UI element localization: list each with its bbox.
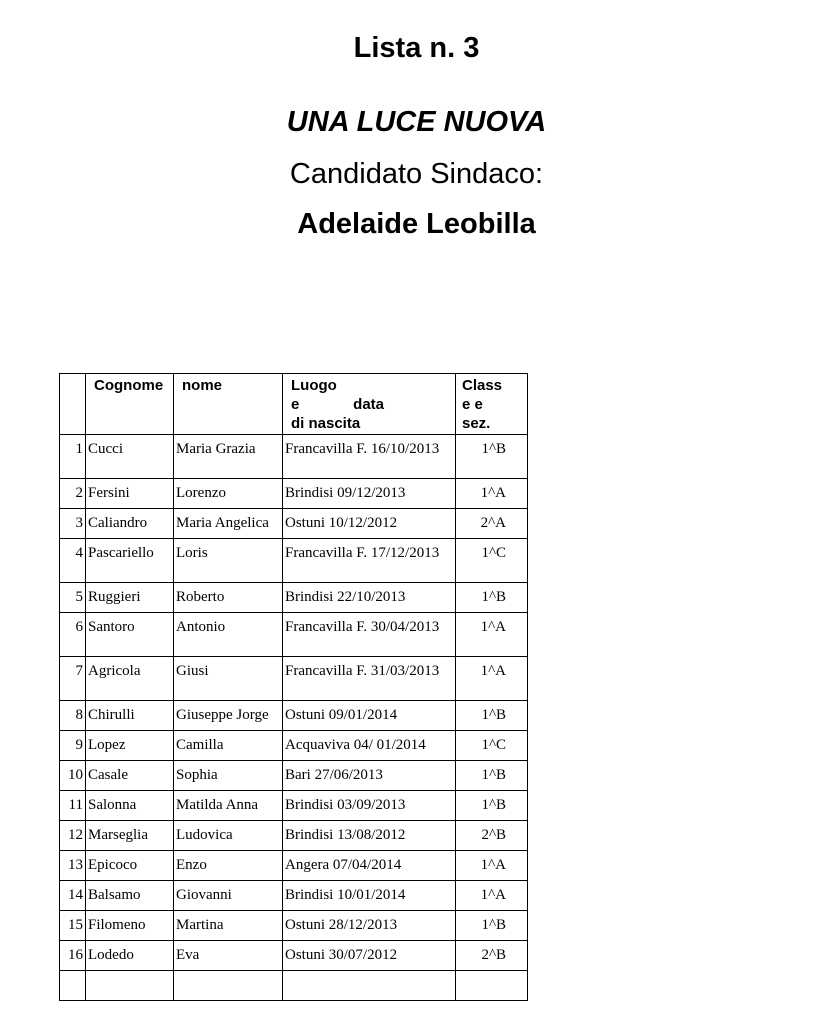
list-title: Lista n. 3 <box>353 32 480 64</box>
row-nome: Maria Angelica <box>174 509 283 539</box>
row-cognome: Filomeno <box>86 911 174 941</box>
table-row <box>60 791 528 821</box>
empty-cell <box>283 971 456 1001</box>
row-cognome: Pascariello <box>86 539 174 583</box>
list-name: UNA LUCE NUOVA <box>286 106 547 138</box>
row-classe: 1^A <box>456 479 528 509</box>
row-nome: Loris <box>174 539 283 583</box>
row-classe: 1^B <box>456 701 528 731</box>
candidate-label: Candidato Sindaco: <box>289 158 544 190</box>
row-nome: Giuseppe Jorge <box>174 701 283 731</box>
row-luogo: Francavilla F. 30/04/2013 <box>283 613 456 657</box>
header-classe-line1: Class <box>462 377 503 394</box>
row-classe: 1^A <box>456 613 528 657</box>
row-luogo: Bari 27/06/2013 <box>283 761 456 791</box>
row-nome: Giusi <box>174 657 283 701</box>
row-nome: Sophia <box>174 761 283 791</box>
row-cognome: Marseglia <box>86 821 174 851</box>
row-classe: 1^B <box>456 583 528 613</box>
table-row <box>60 851 528 881</box>
empty-cell <box>86 971 174 1001</box>
row-number: 11 <box>60 791 86 821</box>
row-cognome: Fersini <box>86 479 174 509</box>
table-row <box>60 701 528 731</box>
row-nome: Maria Grazia <box>174 435 283 479</box>
row-number: 2 <box>60 479 86 509</box>
table-row-empty <box>60 971 528 1001</box>
row-cognome: Cucci <box>86 435 174 479</box>
row-number: 6 <box>60 613 86 657</box>
row-nome: Lorenzo <box>174 479 283 509</box>
table-row <box>60 509 528 539</box>
header-nome: nome <box>174 374 283 435</box>
header-classe <box>456 374 528 435</box>
row-luogo: Ostuni 10/12/2012 <box>283 509 456 539</box>
row-cognome: Lopez <box>86 731 174 761</box>
table-row <box>60 911 528 941</box>
row-cognome: Agricola <box>86 657 174 701</box>
row-nome: Giovanni <box>174 881 283 911</box>
empty-cell <box>60 971 86 1001</box>
row-number: 13 <box>60 851 86 881</box>
row-number: 9 <box>60 731 86 761</box>
row-classe: 2^B <box>456 821 528 851</box>
header-luogo-e: e <box>291 396 300 413</box>
header-classe-line2: e e <box>462 396 483 413</box>
row-cognome: Caliandro <box>86 509 174 539</box>
row-classe: 1^C <box>456 731 528 761</box>
row-nome: Matilda Anna <box>174 791 283 821</box>
row-classe: 1^A <box>456 881 528 911</box>
header-cognome: Cognome <box>86 374 174 435</box>
row-number: 4 <box>60 539 86 583</box>
row-cognome: Casale <box>86 761 174 791</box>
row-number: 16 <box>60 941 86 971</box>
row-classe: 1^C <box>456 539 528 583</box>
row-classe: 2^B <box>456 941 528 971</box>
header-index <box>60 374 86 435</box>
row-luogo: Ostuni 28/12/2013 <box>283 911 456 941</box>
table-row <box>60 613 528 657</box>
row-cognome: Balsamo <box>86 881 174 911</box>
row-number: 3 <box>60 509 86 539</box>
row-nome: Eva <box>174 941 283 971</box>
row-classe: 1^B <box>456 911 528 941</box>
row-luogo: Francavilla F. 31/03/2013 <box>283 657 456 701</box>
header-classe-line3: sez. <box>462 415 491 432</box>
row-nome: Ludovica <box>174 821 283 851</box>
row-luogo: Acquaviva 04/ 01/2014 <box>283 731 456 761</box>
header-luogo-line1: Luogo <box>291 377 337 394</box>
header-luogo-data: data <box>353 396 384 413</box>
row-number: 7 <box>60 657 86 701</box>
row-cognome: Epicoco <box>86 851 174 881</box>
table-row <box>60 821 528 851</box>
row-luogo: Brindisi 22/10/2013 <box>283 583 456 613</box>
row-number: 8 <box>60 701 86 731</box>
row-nome: Martina <box>174 911 283 941</box>
row-classe: 1^B <box>456 761 528 791</box>
row-nome: Antonio <box>174 613 283 657</box>
row-luogo: Angera 07/04/2014 <box>283 851 456 881</box>
row-luogo: Francavilla F. 16/10/2013 <box>283 435 456 479</box>
header-luogo-line3: di nascita <box>291 415 361 432</box>
row-number: 1 <box>60 435 86 479</box>
row-nome: Roberto <box>174 583 283 613</box>
row-number: 10 <box>60 761 86 791</box>
row-cognome: Ruggieri <box>86 583 174 613</box>
row-cognome: Lodedo <box>86 941 174 971</box>
row-luogo: Francavilla F. 17/12/2013 <box>283 539 456 583</box>
empty-cell <box>456 971 528 1001</box>
table-row <box>60 479 528 509</box>
row-luogo: Brindisi 10/01/2014 <box>283 881 456 911</box>
row-classe: 2^A <box>456 509 528 539</box>
row-luogo: Brindisi 03/09/2013 <box>283 791 456 821</box>
row-number: 14 <box>60 881 86 911</box>
header-luogo-line2 <box>291 395 452 414</box>
empty-cell <box>174 971 283 1001</box>
table-row <box>60 583 528 613</box>
table-row <box>60 731 528 761</box>
row-number: 15 <box>60 911 86 941</box>
row-nome: Camilla <box>174 731 283 761</box>
row-luogo: Brindisi 09/12/2013 <box>283 479 456 509</box>
table-row <box>60 761 528 791</box>
table-row <box>60 881 528 911</box>
candidates-table <box>59 373 528 1001</box>
row-nome: Enzo <box>174 851 283 881</box>
row-luogo: Brindisi 13/08/2012 <box>283 821 456 851</box>
row-classe: 1^B <box>456 435 528 479</box>
row-cognome: Salonna <box>86 791 174 821</box>
row-classe: 1^A <box>456 851 528 881</box>
row-luogo: Ostuni 09/01/2014 <box>283 701 456 731</box>
row-number: 5 <box>60 583 86 613</box>
row-classe: 1^A <box>456 657 528 701</box>
row-cognome: Santoro <box>86 613 174 657</box>
row-luogo: Ostuni 30/07/2012 <box>283 941 456 971</box>
table-row <box>60 539 528 583</box>
table-row <box>60 657 528 701</box>
table-row <box>60 941 528 971</box>
row-cognome: Chirulli <box>86 701 174 731</box>
row-classe: 1^B <box>456 791 528 821</box>
header-luogo <box>283 374 456 435</box>
candidate-name: Adelaide Leobilla <box>297 208 536 240</box>
table-row <box>60 435 528 479</box>
row-number: 12 <box>60 821 86 851</box>
table-header-row <box>60 374 528 435</box>
